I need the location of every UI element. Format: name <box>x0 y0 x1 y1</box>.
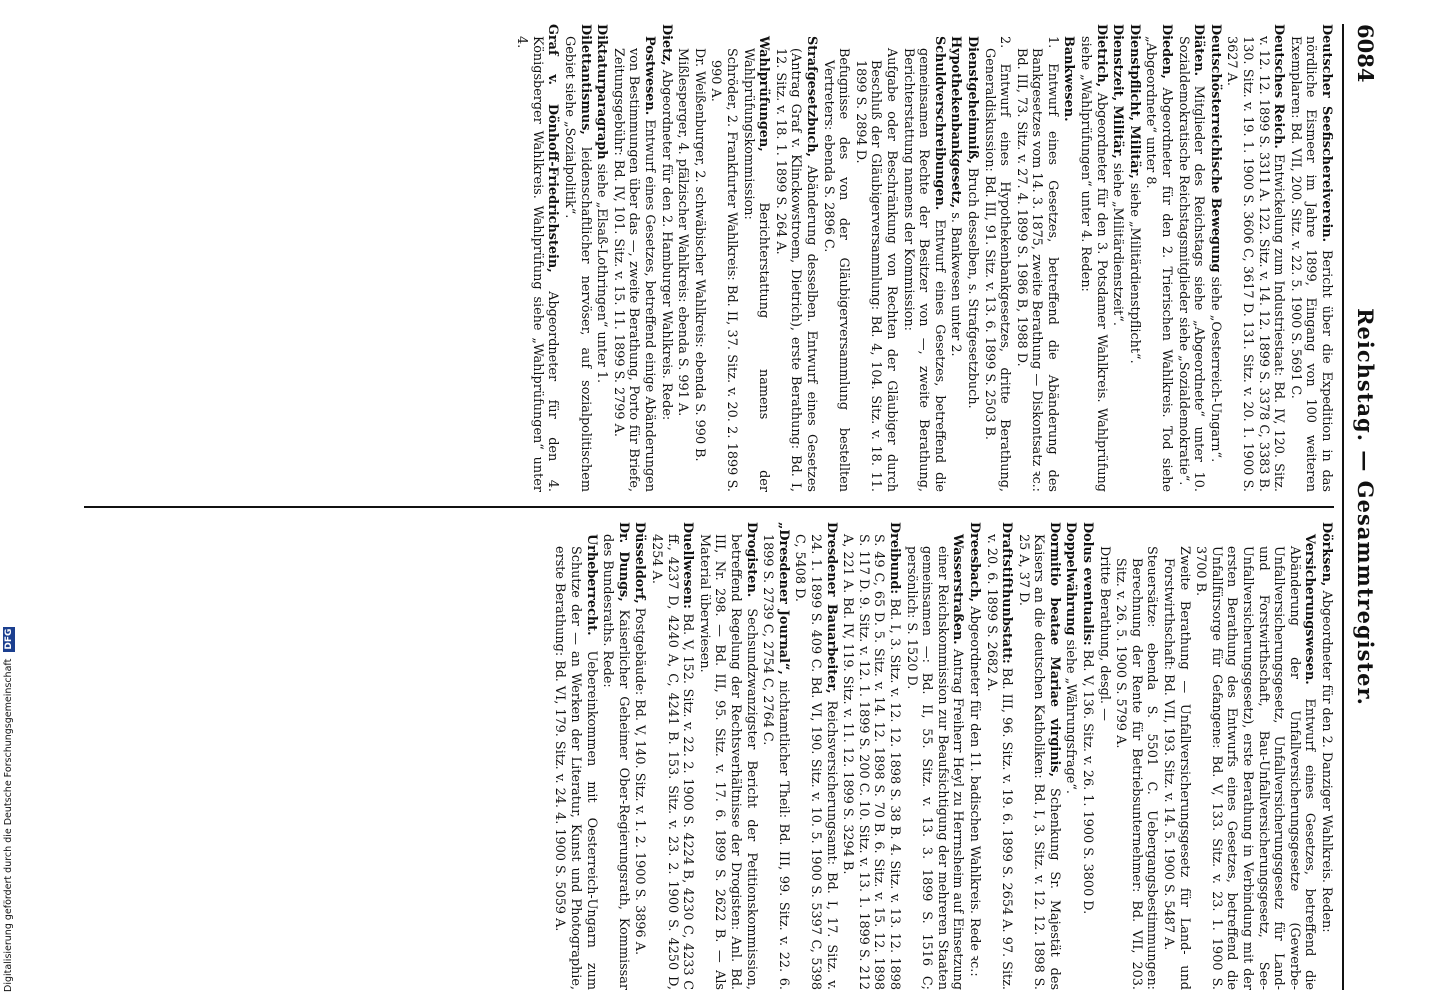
entry-keyword: Duellwesen: <box>680 522 696 609</box>
index-entry <box>691 24 707 492</box>
entry-text: Steuersätze: ebenda S. 5501 C. Uebergangsbestimmungen: Berechnung der Rente für Betriebsunternehmer: Bd. VII, 203. Sitz. v. 26. 5. 1900 S. 5799 A. <box>1113 546 1160 990</box>
index-entry <box>1096 522 1112 990</box>
entry-text: Bruch desselben, s. Strafgesetzbuch. <box>964 167 980 409</box>
entry-keyword: Dörksen, <box>1319 522 1334 587</box>
index-entry <box>792 522 839 990</box>
entry-keyword: Drogisten. <box>743 522 759 598</box>
entry-keyword: Wahlprüfungen, <box>756 36 772 152</box>
index-entry <box>1224 24 1286 492</box>
index-entry <box>658 24 674 492</box>
entry-keyword: „Dresdener Journal“, <box>775 522 791 675</box>
entry-text: Aufgabe oder Beschränkung von Rechten der Gläubiger durch Beschluß der Gläubigerversammlung: Bd. 4, 104. Sitz. v. 18. 11. 1899 S. 2894 D. <box>852 48 899 492</box>
index-entry <box>1207 24 1223 492</box>
entry-text: Entwurf eines Gesetzes, betreffend einige Abänderungen von Bestimmungen über das —, zweite Berathung, Porto für Briefe, Zeitungsgebühr: Bd. IV, 101. Sitz. v. 15. 11. 1899 S. 2799 A. <box>610 48 658 492</box>
index-entry <box>1015 522 1062 990</box>
entry-text: Dritte Berathung, desgl. — <box>1096 546 1112 721</box>
index-entry <box>1160 522 1191 990</box>
entry-keyword: Düsseldorf, <box>632 522 648 604</box>
index-entry <box>1113 522 1160 990</box>
entry-text: Uebereinkommen mit Oesterreich-Ungarn zum Schutze der — an Werken der Literatur, Kunst und Photographie, erste Berathung: Bd. VI, 179. Sitz. v. 24. 4. 1900 S. 5059 A. <box>552 546 599 990</box>
running-title: Reichstag. — Gesammtregister. <box>1353 308 1378 706</box>
entry-text: siehe „Oesterreich-Ungarn“. <box>1207 276 1223 463</box>
index-entry <box>1193 522 1318 990</box>
entry-text: Dr. Weißenburger, 2. schwäbischer Wahlkreis: ebenda S. 990 B. <box>691 48 707 462</box>
entry-text: Bd. III, 96. Sitz. v. 19. 6. 1899 S. 2654 A. 97. Sitz. v. 20. 6. 1899 S. 2682 A. <box>983 534 1015 990</box>
entry-text: 2. Entwurf eines Hypothekenbankgesetzes, dritte Berathung, Generaldiskussion: Bd. III, 91. Sitz. v. 13. 6. 1899 S. 2503 B. <box>981 36 1013 492</box>
index-entry <box>1080 522 1096 990</box>
index-entry <box>514 24 561 492</box>
index-entry <box>981 24 1012 492</box>
index-entry <box>852 24 899 492</box>
entry-keyword: Dreibund: <box>886 522 902 595</box>
entry-keyword: Schuldverschreibungen. <box>931 36 947 211</box>
index-entry <box>1143 24 1174 492</box>
entry-keyword: Hypothekenbankgesetz, <box>948 36 964 209</box>
page-number: 6084 <box>1353 24 1378 83</box>
entry-text: siehe „Militärdienstzeit“. <box>1110 162 1126 326</box>
entry-text: Abgeordneter für den 2. Hamburger Wahlkreis. Rede: <box>658 69 674 421</box>
index-entry <box>1013 24 1060 492</box>
entry-text: Antrag Freiherr Heyl zu Herrnsheim auf Einsetzung einer Reichskommission zur Beaufsichtigung der mehreren Staaten gemeinsamen —: Bd. II, 55. Sitz. v. 13. 3. 1899 S. 1516 C; persönlich: S. 1520 D. <box>903 546 966 990</box>
index-entry <box>840 522 902 990</box>
index-entry <box>1318 522 1334 990</box>
index-entry <box>562 24 593 492</box>
entry-text: Postgebäude: Bd. V, 140. Sitz. v. 1. 2. 1900 S. 3896 A. <box>632 607 648 956</box>
entry-text: Abgeordneter für den 11. badischen Wahlkreis. Rede ꝛc.: <box>966 606 982 977</box>
entry-keyword: Strafgesetzbuch, <box>804 36 819 158</box>
index-entry <box>1287 24 1334 492</box>
entry-text: siehe „Elsaß-Lothringen“ unter 1. <box>594 163 610 384</box>
entry-keyword: Postwesen. <box>642 36 658 116</box>
header-rule <box>1342 24 1344 990</box>
entry-keyword: Dieden, <box>1159 24 1175 79</box>
entry-text: Schenkung Sr. Majestät des Kaisers an die deutschen Katholiken: Bd. I, 3. Sitz. v. 12. 12. 1898 S. 25 A, 37 D. <box>1015 534 1062 990</box>
entry-text: Abgeordneter für den 4. Königsberger Wahlkreis. Wahlprüfung siehe „Wahlprüfungen“ unter 4. <box>514 36 561 492</box>
index-entry <box>708 24 739 492</box>
left-column <box>84 24 1334 492</box>
index-entry <box>948 24 964 492</box>
index-entry <box>1126 24 1142 492</box>
entry-keyword: Graf v. Dönhoff-Friedrichstein, <box>545 24 561 273</box>
entry-keyword: Dormitio beatae Mariae virginis, <box>1046 522 1062 778</box>
entry-keyword: Wasserstraßen. <box>950 534 966 645</box>
index-entry <box>632 522 648 990</box>
entry-text: Entwurf eines Gesetzes, betreffend die gemeinsamen Rechte der Besitzer von —, zweite Berathung, Berichterstattung namens der Kommission: <box>900 48 947 492</box>
entry-text: Sechsundzwanzigster Bericht der Petitionskommission, betreffend Regelung der Rechtsverhältnisse der Drogisten: Anl. Bd. III, Nr. 298. — Bd. III, 95. Sitz. v. 17. 6. 1899 S. 2622 B. — Als Material überwiesen. <box>696 534 759 990</box>
entry-text: Bd. V, 136. Sitz. v. 26. 1. 1900 S. 3800 D. <box>1080 649 1096 915</box>
entry-text: Mitglieder des Reichstags siehe „Abgeordnete“ unter 10. Sozialdemokratische Reichstagsmitglieder siehe „Sozialdemokratie“. <box>1175 36 1207 492</box>
entry-keyword: Dietrich, <box>1093 24 1109 88</box>
index-entry <box>820 24 851 492</box>
index-entry <box>594 24 610 492</box>
entry-keyword: Dresdener Bauarbeiter, <box>823 522 839 694</box>
entry-keyword: Doppelwährung <box>1063 522 1079 636</box>
entry-keyword: Dienstzeit, Militär, <box>1110 24 1126 159</box>
index-entry <box>903 522 965 990</box>
entry-keyword: Deutsches Reich. <box>1271 24 1287 149</box>
entry-text: siehe „Währungsfrage“. <box>1063 639 1079 794</box>
index-entry <box>600 522 631 990</box>
index-entry <box>1175 24 1206 492</box>
entry-keyword: Bankwesen. <box>1061 36 1077 122</box>
entry-text: Schröder, 2. Frankfurter Wahlkreis: Bd. II, 37. Sitz. v. 20. 2. 1899 S. 990 A. <box>708 48 740 492</box>
entry-text: Bd. I, 3. Sitz. v. 12. 12. 1898 S. 38 B. 4. Sitz. v. 13. 12. 1898 S. 49 C, 65 D. 5. Sitz. v. 14. 12. 1898 S. 70 B. 6. Sitz. v. 15. 12. 1898 S. 117 D. 9. Sitz. v. 12. 1. 1899 S. 200 C. 10. Sitz. v. 13. 1. 1899 S. 212 A, 221 A. Bd. IV, 119. Sitz. v. 11. 12. 1899 S. 3294 B. <box>840 534 902 990</box>
entry-text: Zweite Berathung — Unfallversicherungsgesetz für Land- und Forstwirthschaft: Bd. VII, 193. Sitz. v. 14. 5. 1900 S. 5487 A. <box>1161 546 1192 990</box>
entry-keyword: Dienstgeheimniß, <box>964 36 980 164</box>
entry-text: nichtamtlicher Theil: Bd. III, 99. Sitz. v. 22. 6. 1899 S. 2739 C, 2754 C, 2764 C. <box>760 534 791 990</box>
entry-text: Kaiserlicher Geheimer Ober-Regierungsrath, Kommissar des Bundesraths. Rede: <box>600 534 631 990</box>
entry-text: Mißlesperger, 4. pfälzischer Wahlkreis: ebenda S. 991 A. <box>675 48 691 417</box>
index-entry <box>552 522 599 990</box>
index-entry <box>772 24 819 492</box>
index-entry <box>1061 24 1077 492</box>
entry-text: 1. Entwurf eines Gesetzes, betreffend die Abänderung des Bankgesetzes vom 14. 3. 1875, zweite Berathung — Diskontsatz ꝛc.: Bd. III, 73. Sitz. v. 27. 4. 1899 S. 1986 B, 1988 D. <box>1013 36 1060 492</box>
entry-text: Bericht über die Expedition in das nördliche Eismeer im Jahre 1899, Eingang von 100 weiteren Exemplaren: Bd. VII, 200. Sitz. v. 22. 5. 1900 S. 5691 C. <box>1287 36 1334 492</box>
entry-text: Abgeordneter für den 2. Trierischen Wahlkreis. Tod siehe „Abgeordnete“ unter 8. <box>1143 36 1175 492</box>
scanned-page <box>82 24 1384 990</box>
entry-text: Abgeordneter für den 2. Danziger Wahlkreis. Reden: <box>1319 590 1334 933</box>
index-entry <box>964 24 980 492</box>
entry-keyword: Dolus eventualis: <box>1080 522 1096 646</box>
index-entry <box>900 24 947 492</box>
column-divider <box>84 506 1334 508</box>
entry-text: Abgeordneter für den 3. Potsdamer Wahlkreis. Wahlprüfung siehe „Wahlprüfungen“ unter 4. Reden: <box>1078 36 1109 492</box>
entry-text: Entwickelung zum Industriestaat: Bd. IV, 120. Sitz. v. 12. 12. 1899 S. 3311 A. 122. Sitz. v. 14. 12. 1899 S. 3378 C, 3383 B. 130. Sitz. v. 19. 1. 1900 S. 3606 C, 3617 D. 131. Sitz. v. 20. 1. 1900 S. 3627 A. <box>1224 36 1287 492</box>
entry-keyword: Dilettantismus, <box>577 24 593 135</box>
entry-text: Bd. V, 152. Sitz. v. 22. 2. 1900 S. 4224 B, 4230 C, 4233 C ff., 4237 D, 4240 A, C, 4241 B. 153. Sitz. v. 23. 2. 1900 S. 4250 D, 4254 A. <box>649 534 696 990</box>
index-entry <box>1063 522 1079 990</box>
index-entry <box>1078 24 1109 492</box>
page-header <box>1340 24 1384 990</box>
entry-keyword: Diäten. <box>1191 24 1207 77</box>
right-column <box>84 522 1334 990</box>
entry-text: Entwurf eines Gesetzes, betreffend die Abänderung der Unfallversicherungsgesetze (Gewerbe-Unfallversicherungsgesetz, Unfallversicherungsgesetz für Land- und Forstwirthschaft, Bau-Unfallversicherungsgesetz, See-Unfallversicherungsgesetz), erste Berathung in Verbindung mit der ersten Berathung des Entwurfs eines Gesetzes, betreffend die Unfallfürsorge für Gefangene: Bd. V, 133. Sitz. v. 23. 1. 1900 S. 3700 B. <box>1193 546 1318 990</box>
index-entry <box>966 522 982 990</box>
entry-text: Reichsversicherungsamt: Bd. I, 17. Sitz. v. 24. 1. 1899 S. 409 C. Bd. VI, 190. Sitz. v. 10. 5. 1900 S. 5397 C, 5398 C, 5408 D. <box>792 534 839 990</box>
entry-keyword: Versicherungswesen. <box>1302 534 1318 685</box>
entry-text: Berichterstattung namens der Wahlprüfungskommission: <box>740 48 772 492</box>
entry-text: siehe „Militärdienstpflicht“. <box>1126 182 1142 364</box>
entry-text: leidenschaftlicher nervöser, auf sozialpolitischem Gebiet siehe „Sozialpolitik“. <box>562 36 593 492</box>
index-entry <box>740 24 771 492</box>
entry-text: Befugnisse des von der Gläubigerversammlung bestellten Vertreters: ebenda S. 2896 C. <box>820 48 852 492</box>
entry-keyword: Dreesbach, <box>966 522 982 603</box>
entry-keyword: Dietz, <box>658 24 674 66</box>
index-entry <box>648 522 695 990</box>
index-entry <box>696 522 758 990</box>
entry-text: Abänderung desselben. Entwurf eines Gesetzes (Antrag Graf v. Klinckowstroem, Dietrich), erste Berathung: Bd. I, 12. Sitz. v. 18. 1. 1899 S. 264 A. <box>772 48 819 492</box>
entry-keyword: Deutscher Seefischereiverein. <box>1319 24 1334 243</box>
entry-keyword: Dr. Dungs, <box>615 522 631 602</box>
index-entry <box>983 522 1014 990</box>
index-entry <box>1110 24 1126 492</box>
entry-keyword: Dienstpflicht, Militär, <box>1126 24 1142 179</box>
entry-keyword: Diktaturparagraph <box>594 24 610 160</box>
entry-keyword: Urheberrecht. <box>583 534 599 636</box>
index-entry <box>760 522 791 990</box>
entry-keyword: Deutschösterreichische Bewegung <box>1207 24 1223 273</box>
dfg-logo: DFG <box>4 628 14 650</box>
entry-text: s. Bankwesen unter 2. <box>948 212 964 357</box>
index-entry <box>675 24 691 492</box>
index-entry <box>610 24 657 492</box>
entry-keyword: Draftstifthunbstatt: <box>999 522 1015 664</box>
digitization-note: Digitalisierung gefördert durch die Deutsche Forschungsgemeinschaft <box>3 658 14 992</box>
digitization-footer <box>2 8 16 992</box>
